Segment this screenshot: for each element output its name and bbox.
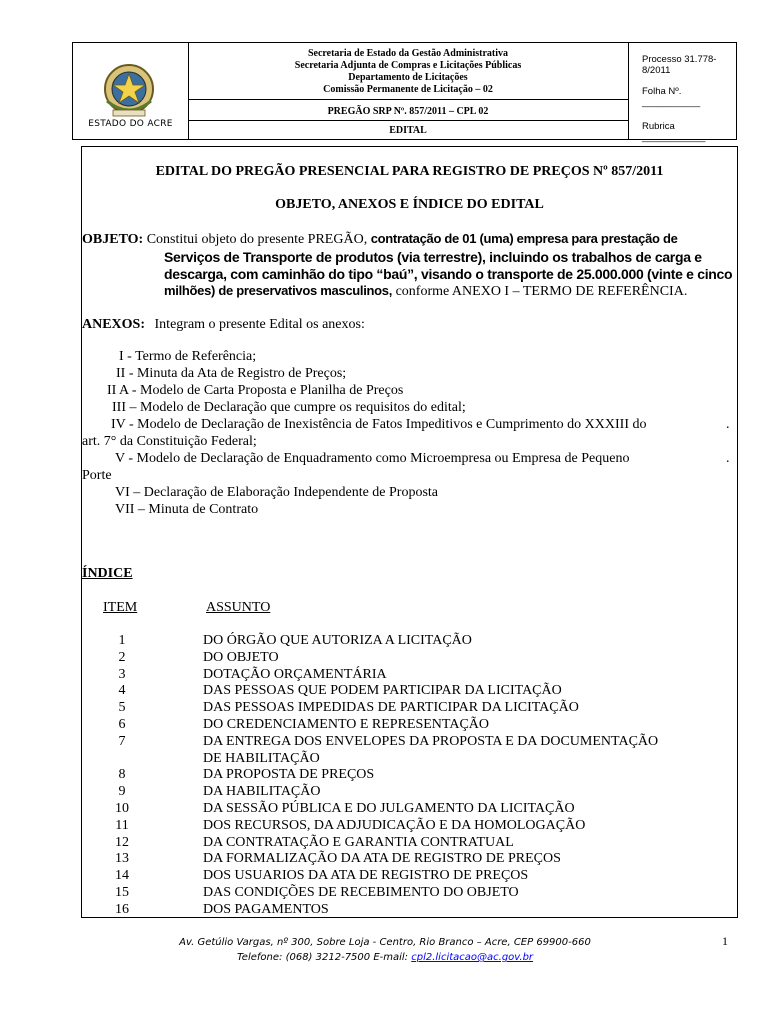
anexos-paragraph xyxy=(82,317,365,333)
indice-item-title: DA HABILITAÇÃO xyxy=(203,784,321,799)
indice-item-number: 2 xyxy=(118,650,126,665)
indice-item-number: 8 xyxy=(118,767,126,782)
indice-item-number: 7 xyxy=(118,734,126,749)
indice-item-number: 15 xyxy=(115,885,129,900)
indice-item-number: 3 xyxy=(118,667,126,682)
line-end-dot: . xyxy=(726,451,730,466)
processo-number: Processo 31.778-8/2011 xyxy=(642,54,717,76)
anexo-item: I - Termo de Referência; xyxy=(119,349,257,364)
indice-item-number: 10 xyxy=(115,801,129,816)
indice-col-item: ITEM xyxy=(103,600,138,615)
objeto-bold-3: descarga, com caminhão do tipo “baú”, visando o transporte de 25.000.000 (vinte e cinco xyxy=(164,266,733,282)
indice-item-number: 6 xyxy=(118,717,126,732)
footer-email-link[interactable]: cpl2.licitacao@ac.gov.br xyxy=(411,952,534,963)
indice-item-number: 5 xyxy=(118,700,126,715)
indice-item-title: DA FORMALIZAÇÃO DA ATA DE REGISTRO DE PREÇOS xyxy=(203,851,561,866)
anexo-item: IV - Modelo de Declaração de Inexistência de Fatos Impeditivos e Cumprimento do XXXIII do xyxy=(111,417,647,432)
anexo-item: III – Modelo de Declaração que cumpre os requisitos do edital; xyxy=(112,400,466,415)
objeto-bold-4: milhões) de preservativos masculinos, xyxy=(164,283,393,298)
objeto-label: OBJETO: xyxy=(82,232,144,247)
page-number: 1 xyxy=(722,934,728,948)
header-logo-cell xyxy=(73,43,189,139)
indice-item-title: DA ENTREGA DOS ENVELOPES DA PROPOSTA E DA DOCUMENTAÇÃO xyxy=(203,734,659,749)
footer-address: Av. Getúlio Vargas, nº 300, Sobre Loja - Centro, Rio Branco – Acre, CEP 69900-660 xyxy=(179,937,591,948)
document-header xyxy=(72,42,737,143)
indice-item-title: DAS PESSOAS IMPEDIDAS DE PARTICIPAR DA LICITAÇÃO xyxy=(203,700,579,715)
indice-item-title: DA CONTRATAÇÃO E GARANTIA CONTRATUAL xyxy=(203,835,514,850)
anexos-intro: Integram o presente Edital os anexos: xyxy=(154,317,365,332)
header-process-cell xyxy=(628,43,736,143)
page-title: EDITAL DO PREGÃO PRESENCIAL PARA REGISTRO DE PREÇOS Nº 857/2011 xyxy=(155,164,664,179)
objeto-bold-2: Serviços de Transporte de produtos (via terrestre), incluindo os trabalhos de carga e xyxy=(164,249,702,265)
indice-item-title: DE HABILITAÇÃO xyxy=(203,751,320,766)
header-line-1: Secretaria de Estado da Gestão Administrativa xyxy=(307,48,509,59)
acre-coat-of-arms-icon xyxy=(99,61,159,121)
indice-item-title: DO OBJETO xyxy=(203,650,279,665)
indice-item-number: 13 xyxy=(115,851,129,866)
page-subtitle: OBJETO, ANEXOS E ÍNDICE DO EDITAL xyxy=(275,197,544,212)
indice-item-number: 9 xyxy=(118,784,126,799)
indice-item-title: DO CREDENCIAMENTO E REPRESENTAÇÃO xyxy=(203,717,490,732)
indice-item-number: 1 xyxy=(118,633,126,648)
indice-item-title: DOS USUARIOS DA ATA DE REGISTRO DE PREÇOS xyxy=(203,868,529,883)
indice-item-number: 4 xyxy=(118,683,126,698)
header-divider xyxy=(188,99,628,100)
footer-contact xyxy=(0,952,770,963)
folha-field: Folha Nº. ___________ xyxy=(642,86,701,108)
header-line-2: Secretaria Adjunta de Compras e Licitações Públicas xyxy=(294,60,522,71)
pregao-number: PREGÃO SRP Nº. 857/2011 – CPL 02 xyxy=(327,106,489,117)
anexos-label: ANEXOS: xyxy=(82,317,146,332)
header-title-cell xyxy=(188,43,629,139)
objeto-last-line xyxy=(164,283,687,300)
anexo-item: VII – Minuta de Contrato xyxy=(115,502,259,517)
indice-item-title: DAS PESSOAS QUE PODEM PARTICIPAR DA LICITAÇÃO xyxy=(203,683,562,698)
anexo-item: Porte xyxy=(82,468,112,483)
line-end-dot: . xyxy=(726,417,730,432)
objeto-tail: conforme ANEXO I – TERMO DE REFERÊNCIA. xyxy=(395,284,688,299)
header-divider xyxy=(188,120,628,121)
anexo-item: V - Modelo de Declaração de Enquadramento como Microempresa ou Empresa de Pequeno xyxy=(115,451,630,466)
anexo-item: II - Minuta da Ata de Registro de Preços; xyxy=(116,366,347,381)
indice-item-title: DOS RECURSOS, DA ADJUDICAÇÃO E DA HOMOLOGAÇÃO xyxy=(203,818,586,833)
edital-label: EDITAL xyxy=(389,125,427,136)
indice-item-title: DA SESSÃO PÚBLICA E DO JULGAMENTO DA LICITAÇÃO xyxy=(203,801,575,816)
header-line-3: Departamento de Licitações xyxy=(348,72,468,83)
indice-item-title: DA PROPOSTA DE PREÇOS xyxy=(203,767,375,782)
indice-item-title: DO ÓRGÃO QUE AUTORIZA A LICITAÇÃO xyxy=(203,633,472,648)
indice-item-title: DOTAÇÃO ORÇAMENTÁRIA xyxy=(203,667,387,682)
objeto-paragraph xyxy=(82,231,732,248)
indice-item-title: DOS PAGAMENTOS xyxy=(203,902,329,917)
objeto-bold-1: contratação de 01 (uma) empresa para prestação de xyxy=(370,231,678,246)
objeto-intro: Constitui objeto do presente PREGÃO, xyxy=(146,232,368,247)
rubrica-field: Rubrica ____________ xyxy=(642,121,706,143)
anexo-item: II A - Modelo de Carta Proposta e Planilha de Preços xyxy=(107,383,404,398)
indice-item-number: 14 xyxy=(115,868,129,883)
estado-do-acre-label: ESTADO DO ACRE xyxy=(88,119,173,129)
indice-item-number: 11 xyxy=(115,818,129,833)
indice-item-title: DAS CONDIÇÕES DE RECEBIMENTO DO OBJETO xyxy=(203,885,519,900)
indice-col-assunto: ASSUNTO xyxy=(206,600,271,615)
anexo-item: art. 7° da Constituição Federal; xyxy=(82,434,257,449)
footer-phone: Telefone: (068) 3212-7500 E-mail: xyxy=(236,952,409,963)
indice-item-number: 12 xyxy=(115,835,129,850)
anexo-item: VI – Declaração de Elaboração Independente de Proposta xyxy=(115,485,439,500)
indice-heading: ÍNDICE xyxy=(82,566,133,581)
indice-item-number: 16 xyxy=(115,902,129,917)
header-line-4: Comissão Permanente de Licitação – 02 xyxy=(323,84,493,95)
